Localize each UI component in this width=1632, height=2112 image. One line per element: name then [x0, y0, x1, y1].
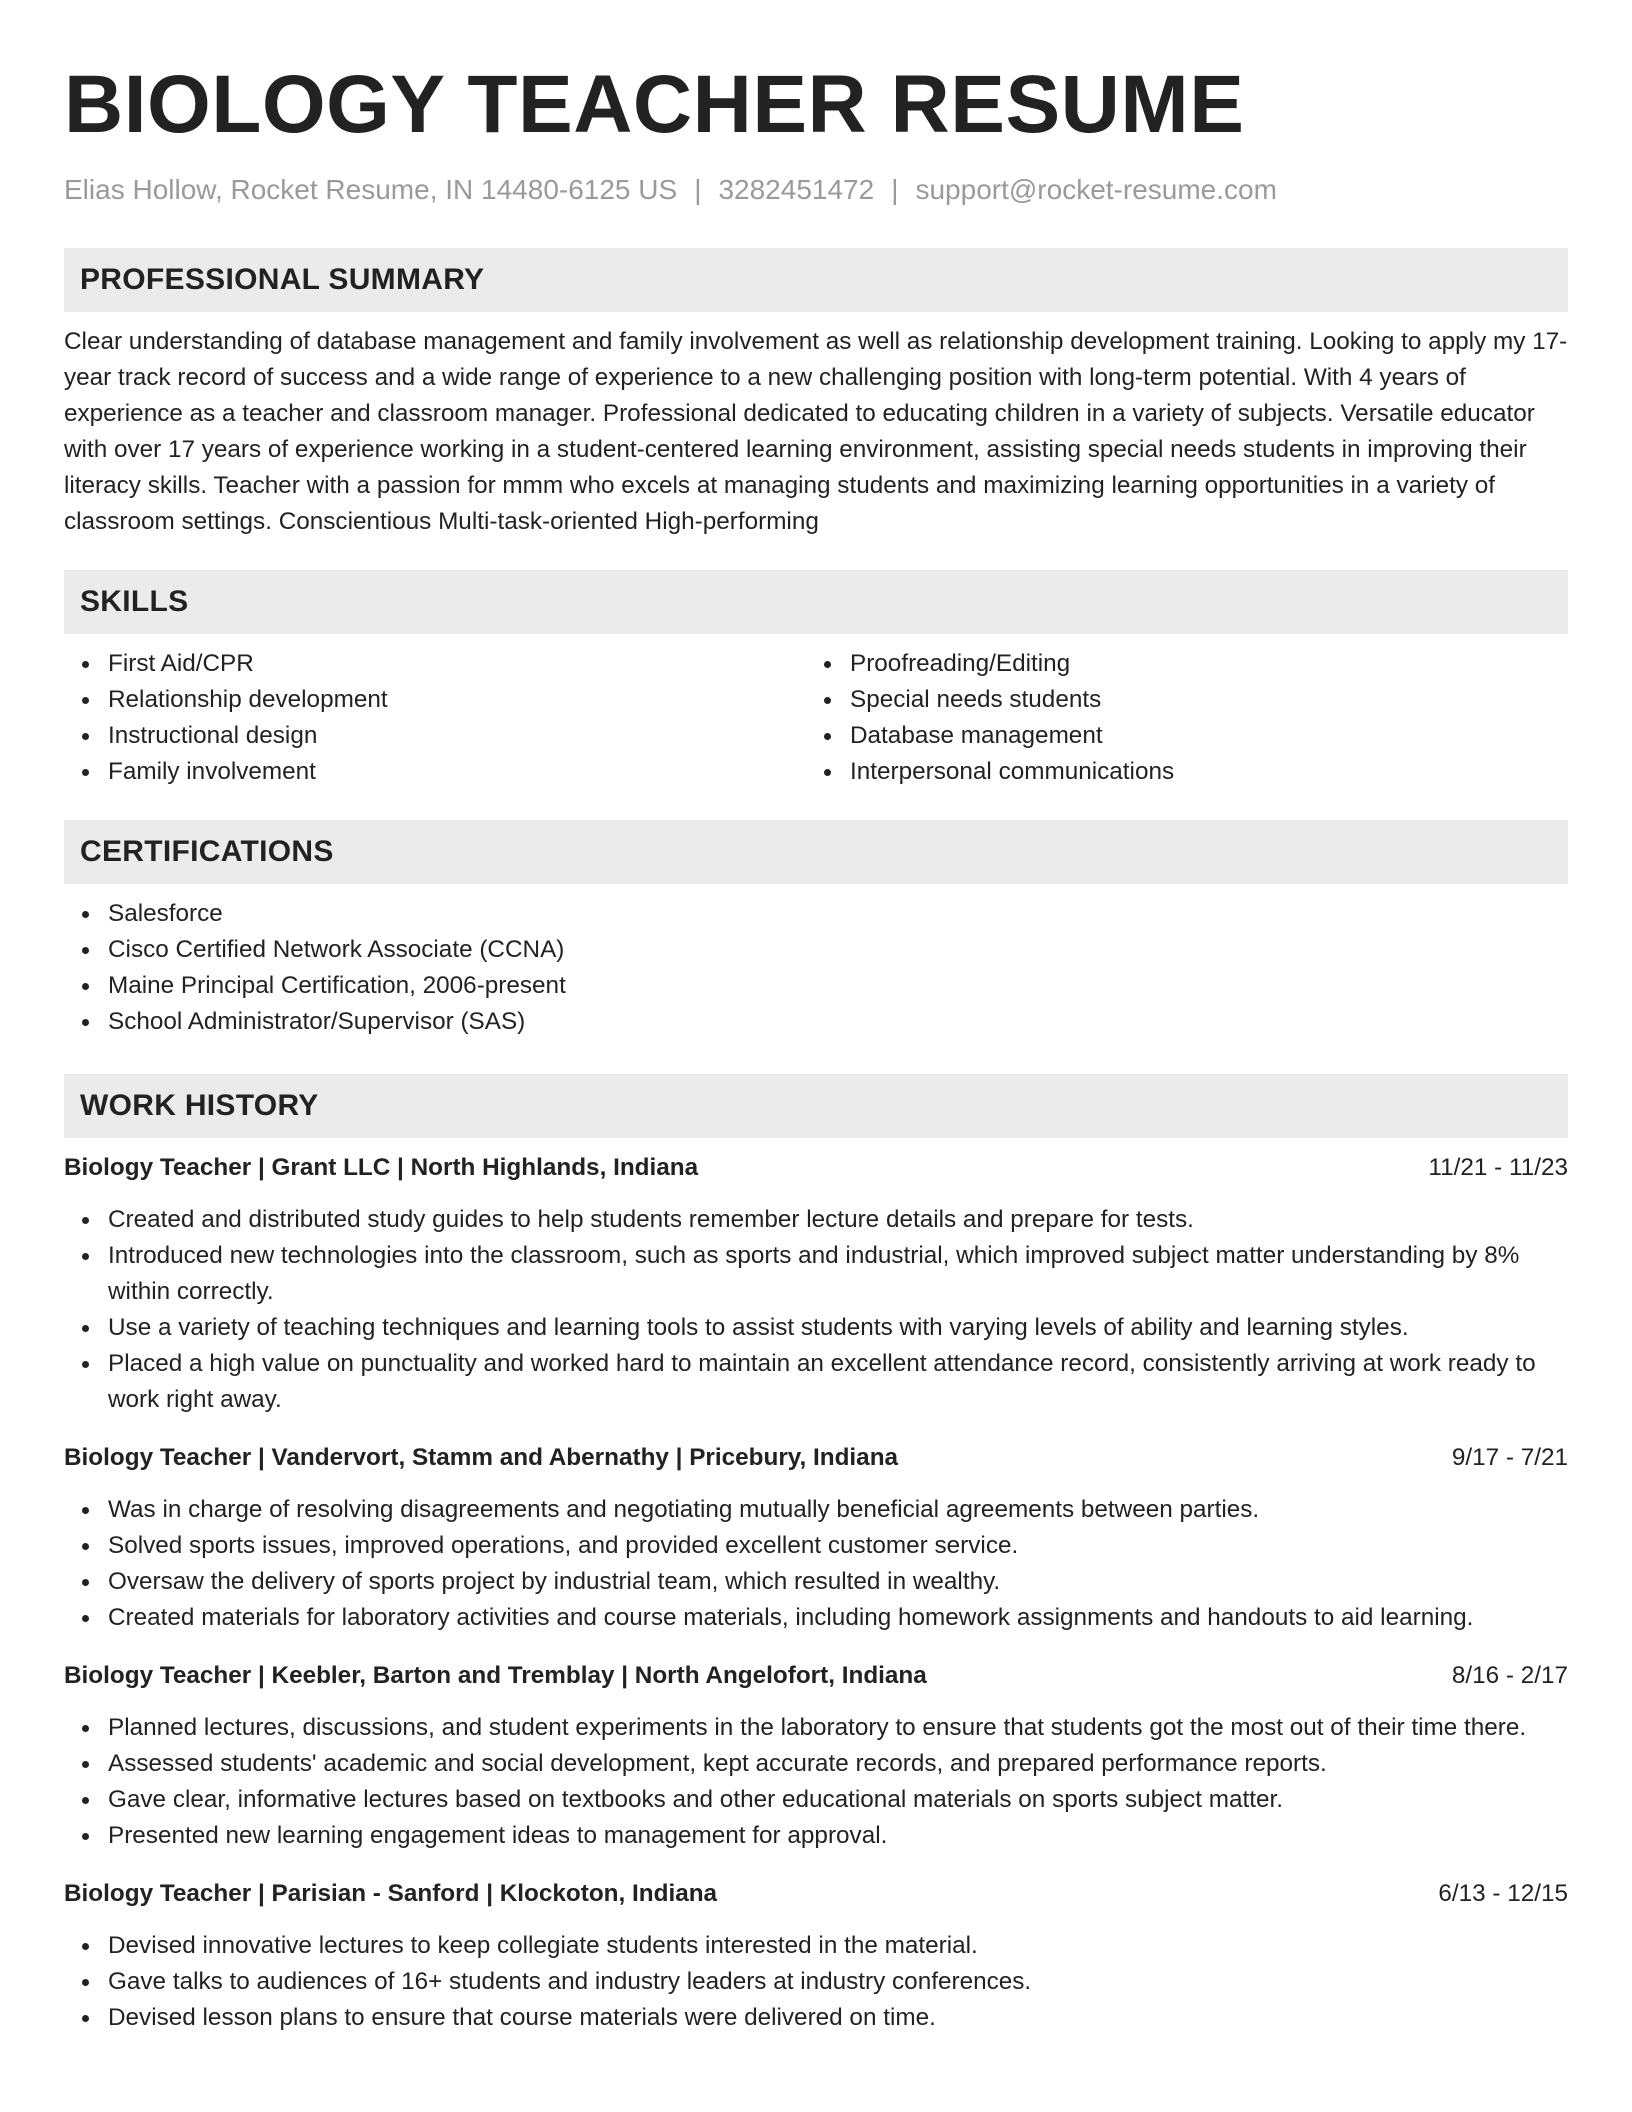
job-bullet: Planned lectures, discussions, and student experiments in the laboratory to ensure that students got the most out of their time there.	[108, 1710, 1568, 1746]
skill-item: Database management	[850, 718, 1548, 754]
job-title: Biology Teacher | Grant LLC | North Highlands, Indiana	[64, 1154, 699, 1181]
job-dates: 11/21 - 11/23	[1428, 1154, 1568, 1181]
job-bullet: Created and distributed study guides to help students remember lecture details and prepare for tests.	[108, 1202, 1568, 1238]
certification-item: Maine Principal Certification, 2006-present	[108, 968, 1568, 1004]
certification-item: Cisco Certified Network Associate (CCNA)	[108, 932, 1568, 968]
summary-text: Clear understanding of database management and family involvement as well as relationship development training. Looking to apply my 17-year track record of success and a wide range of experience to a new challenging position with long-term potential. With 4 years of experience as a teacher and classroom manager. Professional dedicated to educating children in a variety of subjects. Versatile educator with over 17 years of experience working in a student-centered learning environment, assisting special needs students in improving their literacy skills. Teacher with a passion for mmm who excels at managing students and maximizing learning opportunities in a variety of classroom settings. Conscientious Multi-task-oriented High-performing	[64, 328, 1568, 535]
job-header	[64, 1440, 1568, 1476]
skills-column-left	[64, 646, 806, 790]
job-dates: 9/17 - 7/21	[1451, 1444, 1568, 1471]
contact-separator: |	[891, 174, 899, 205]
job-bullet: Presented new learning engagement ideas to management for approval.	[108, 1818, 1568, 1854]
job-bullet: Gave talks to audiences of 16+ students and industry leaders at industry conferences.	[108, 1964, 1568, 2000]
job-bullet: Was in charge of resolving disagreements and negotiating mutually beneficial agreements between parties.	[108, 1492, 1568, 1528]
job-dates: 8/16 - 2/17	[1451, 1662, 1568, 1689]
job-entry	[64, 1440, 1568, 1636]
resume-title: BIOLOGY TEACHER RESUME	[64, 59, 1245, 150]
job-title: Biology Teacher | Parisian - Sanford | Klockoton, Indiana	[64, 1880, 718, 1907]
job-header	[64, 1876, 1568, 1912]
contact-phone: 3282451472	[718, 174, 875, 205]
job-entry	[64, 1876, 1568, 2036]
job-bullets	[64, 1492, 1568, 1636]
job-bullet: Devised lesson plans to ensure that course materials were delivered on time.	[108, 2000, 1568, 2036]
job-bullets	[64, 1928, 1568, 2036]
job-header	[64, 1150, 1568, 1186]
job-header	[64, 1658, 1568, 1694]
skill-item: Proofreading/Editing	[850, 646, 1548, 682]
job-bullet: Devised innovative lectures to keep collegiate students interested in the material.	[108, 1928, 1568, 1964]
job-dates: 6/13 - 12/15	[1438, 1880, 1568, 1907]
job-bullet: Placed a high value on punctuality and worked hard to maintain an excellent attendance record, consistently arriving at work ready to work right away.	[108, 1346, 1568, 1418]
contact-address: Elias Hollow, Rocket Resume, IN 14480-6125 US	[64, 174, 678, 205]
contact-separator: |	[694, 174, 702, 205]
work-history-heading: WORK HISTORY	[64, 1074, 1568, 1138]
certifications-heading: CERTIFICATIONS	[64, 820, 1568, 884]
job-title: Biology Teacher | Keebler, Barton and Tremblay | North Angelofort, Indiana	[64, 1662, 927, 1689]
job-bullet: Use a variety of teaching techniques and learning tools to assist students with varying levels of ability and learning styles.	[108, 1310, 1568, 1346]
contact-line	[64, 170, 1568, 210]
job-bullet: Oversaw the delivery of sports project by industrial team, which resulted in wealthy.	[108, 1564, 1568, 1600]
skill-item: First Aid/CPR	[108, 646, 806, 682]
job-title: Biology Teacher | Vandervort, Stamm and Abernathy | Pricebury, Indiana	[64, 1444, 899, 1471]
certification-item: School Administrator/Supervisor (SAS)	[108, 1004, 1568, 1040]
contact-email: support@rocket-resume.com	[915, 174, 1277, 205]
skills-grid	[64, 646, 1568, 790]
skills-column-right	[806, 646, 1548, 790]
certifications-list	[64, 896, 1568, 1040]
certification-item: Salesforce	[108, 896, 1568, 932]
job-bullets	[64, 1202, 1568, 1418]
skill-item: Instructional design	[108, 718, 806, 754]
job-bullet: Solved sports issues, improved operations, and provided excellent customer service.	[108, 1528, 1568, 1564]
job-bullet: Introduced new technologies into the classroom, such as sports and industrial, which improved subject matter understanding by 8% within correctly.	[108, 1238, 1568, 1310]
skill-item: Relationship development	[108, 682, 806, 718]
job-bullets	[64, 1710, 1568, 1854]
skill-item: Family involvement	[108, 754, 806, 790]
job-entry	[64, 1150, 1568, 1418]
summary-heading: PROFESSIONAL SUMMARY	[64, 248, 1568, 312]
skill-item: Interpersonal communications	[850, 754, 1548, 790]
job-bullet: Assessed students' academic and social development, kept accurate records, and prepared performance reports.	[108, 1746, 1568, 1782]
skill-item: Special needs students	[850, 682, 1548, 718]
job-bullet: Gave clear, informative lectures based on textbooks and other educational materials on sports subject matter.	[108, 1782, 1568, 1818]
job-bullet: Created materials for laboratory activities and course materials, including homework assignments and handouts to aid learning.	[108, 1600, 1568, 1636]
skills-heading: SKILLS	[64, 570, 1568, 634]
job-entry	[64, 1658, 1568, 1854]
